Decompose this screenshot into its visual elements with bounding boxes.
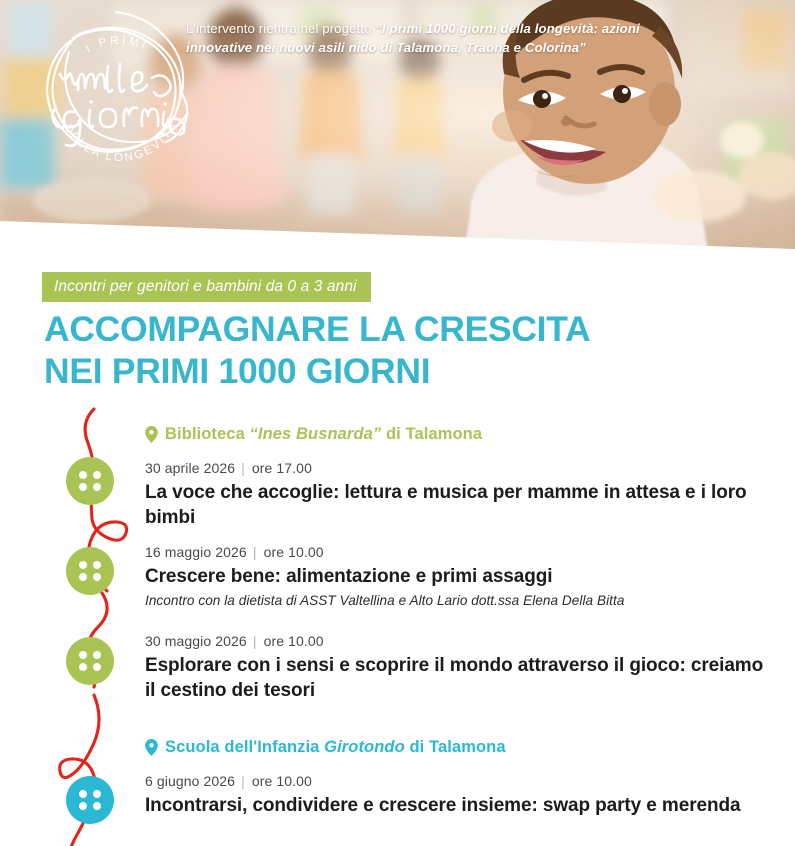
- venue-name-2: [165, 737, 506, 757]
- event-title-4: Incontrarsi, condividere e crescere insieme: swap party e merenda: [145, 795, 741, 816]
- event-title-2: Crescere bene: alimentazione e primi assaggi: [145, 566, 553, 587]
- location-pin-icon: [145, 739, 158, 756]
- event-time-1: ore 17.00: [251, 460, 312, 476]
- hero-caption-project: “I primi 1000 giorni della longevità: azioni innovative nei nuovi asili nido di Talamona, Traona e Colorina”: [186, 21, 640, 55]
- event-time-4: ore 10.00: [251, 773, 312, 789]
- venue-prefix-2: Scuola dell'Infanzia: [165, 738, 325, 756]
- event-meta-1: [145, 459, 765, 477]
- event-separator-2: |: [252, 544, 257, 560]
- event-date-1: 30 aprile 2026: [145, 460, 236, 476]
- event-meta-3: [145, 632, 765, 650]
- event-date-4: 6 giugno 2026: [145, 773, 236, 789]
- timeline-marker-4: [66, 776, 114, 824]
- logo-bottom-arc: DELLA LONGEVITÀ: [61, 119, 181, 165]
- hero-caption: [186, 20, 656, 57]
- venue-suffix-2: di Talamona: [404, 738, 506, 756]
- timeline-marker-3: [66, 637, 114, 685]
- button-hole: [79, 483, 87, 491]
- venue-header-2: [145, 737, 765, 757]
- event-title-3: Esplorare con i sensi e scoprire il mondo attraverso il gioco: creiamo il cestino dei tesori: [145, 655, 764, 701]
- page-title-line2: NEI PRIMI 1000 GIORNI: [44, 351, 431, 391]
- button-hole: [93, 651, 101, 659]
- button-hole: [79, 471, 87, 479]
- event-item-4: [145, 772, 765, 818]
- venue-name-1: [165, 424, 482, 444]
- timeline-marker-2: [66, 547, 114, 595]
- event-separator-3: |: [252, 633, 257, 649]
- page-title: [44, 308, 744, 392]
- event-item-1: [145, 459, 765, 530]
- button-hole: [93, 471, 101, 479]
- hero-banner: [0, 0, 795, 252]
- venue-italic-1: “Ines Busnarda”: [249, 425, 382, 443]
- event-subtitle-2: Incontro con la dietista di ASST Valtellina e Alto Lario dott.ssa Elena Della Bitta: [145, 593, 625, 608]
- button-hole: [93, 561, 101, 569]
- button-hole: [93, 790, 101, 798]
- button-hole: [79, 573, 87, 581]
- location-pin-icon: [145, 426, 158, 443]
- button-hole: [93, 483, 101, 491]
- button-hole: [79, 561, 87, 569]
- event-meta-4: [145, 772, 765, 790]
- timeline-marker-1: [66, 457, 114, 505]
- button-hole: [93, 802, 101, 810]
- event-title-1: La voce che accoglie: lettura e musica per mamme in attesa e i loro bimbi: [145, 482, 747, 528]
- button-hole: [79, 651, 87, 659]
- event-separator-4: |: [241, 773, 245, 789]
- venue-suffix-1: di Talamona: [381, 425, 483, 443]
- venue-prefix-1: Biblioteca: [165, 425, 250, 443]
- event-time-2: ore 10.00: [263, 544, 324, 560]
- event-item-3: [145, 632, 765, 703]
- event-date-2: 16 maggio 2026: [145, 544, 247, 560]
- audience-badge: Incontri per genitori e bambini da 0 a 3 anni: [42, 272, 371, 302]
- logo-mille-giorni: [34, 8, 200, 170]
- button-hole: [79, 663, 87, 671]
- button-hole: [79, 790, 87, 798]
- venue-italic-2: Girotondo: [324, 738, 405, 756]
- button-hole: [93, 663, 101, 671]
- venue-header-1: [145, 424, 765, 444]
- page-title-line1: ACCOMPAGNARE LA CRESCITA: [44, 309, 591, 349]
- event-meta-2: [145, 543, 765, 561]
- event-time-3: ore 10.00: [263, 633, 324, 649]
- button-hole: [93, 573, 101, 581]
- hero-caption-lead: L'intervento rientra nel progetto: [186, 21, 376, 36]
- event-separator-1: |: [241, 460, 245, 476]
- event-item-2: [145, 543, 765, 610]
- event-date-3: 30 maggio 2026: [145, 633, 247, 649]
- logo-top-arc: I PRIMI: [83, 34, 151, 56]
- button-hole: [79, 802, 87, 810]
